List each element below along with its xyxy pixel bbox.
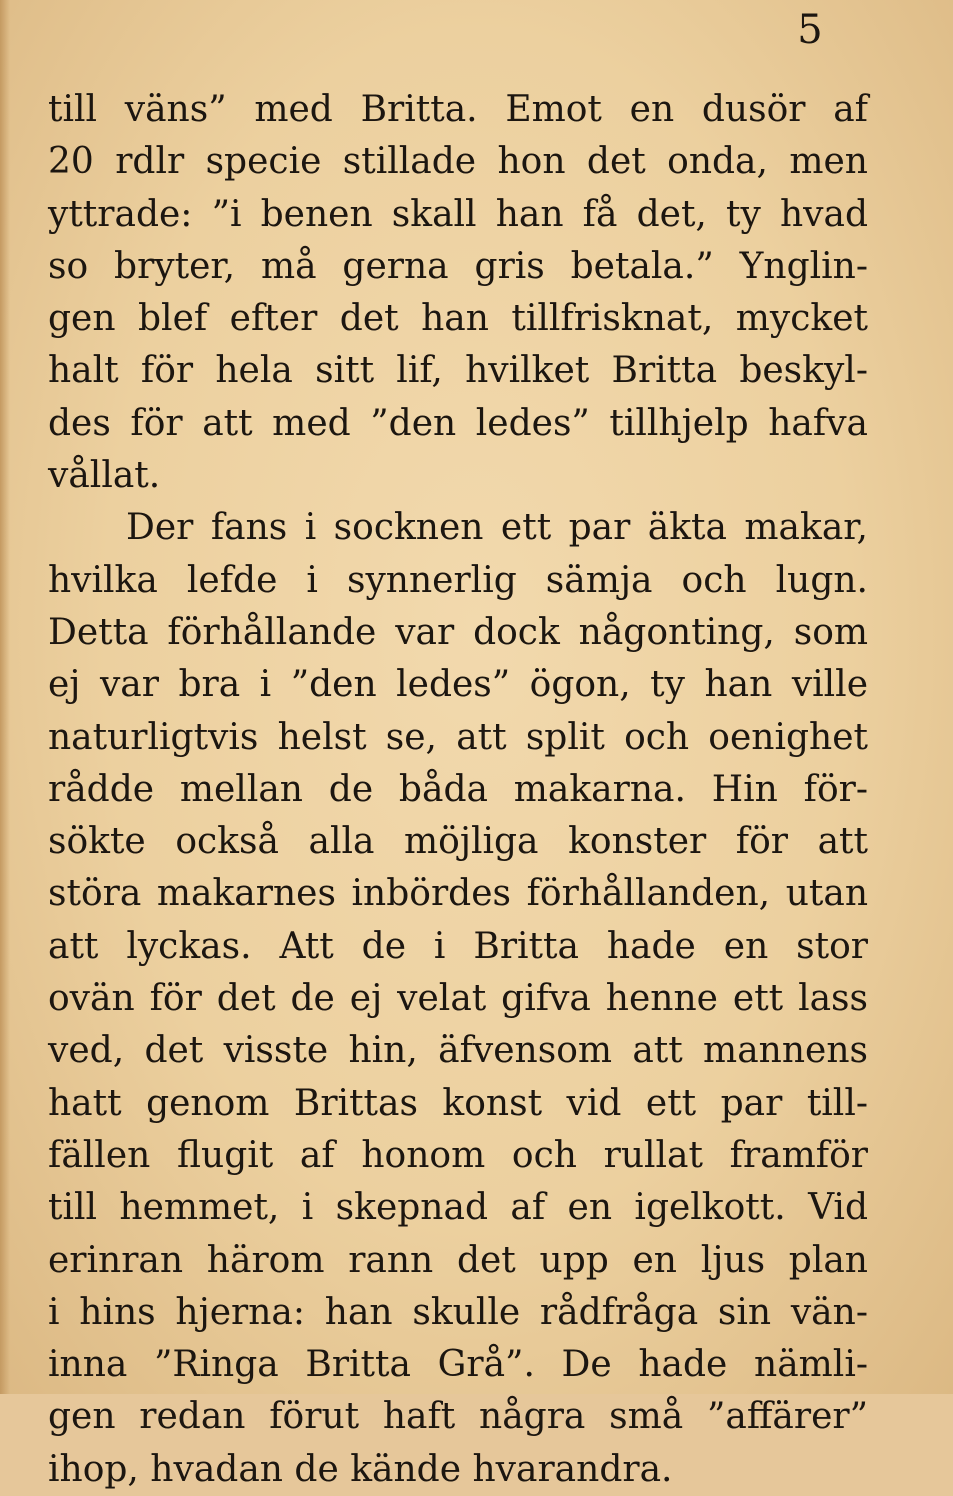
text-line: Detta förhållande var dock någonting, som xyxy=(48,611,868,653)
text-line-paragraph-start: Der fans i socknen ett par äkta makar, xyxy=(126,507,868,549)
text-line: gen blef efter det han tillfrisknat, mycket xyxy=(48,298,868,340)
text-line: ej var bra i ”den ledes” ögon, ty han ville xyxy=(48,664,868,706)
page-edge-shadow xyxy=(0,0,10,1394)
text-line: halt för hela sitt lif, hvilket Britta beskyl- xyxy=(48,350,868,392)
text-line: des för att med ”den ledes” tillhjelp hafva xyxy=(48,402,868,444)
text-line: rådde mellan de båda makarna. Hin för- xyxy=(48,768,868,810)
text-line: i hins hjerna: han skulle rådfråga sin vän- xyxy=(48,1291,868,1333)
body-text xyxy=(48,84,868,1496)
text-line: erinran härom rann det upp en ljus plan xyxy=(48,1239,868,1281)
text-line: fällen flugit af honom och rullat framför xyxy=(48,1134,868,1176)
text-line: störa makarnes inbördes förhållanden, utan xyxy=(48,873,868,915)
text-line: naturligtvis helst se, att split och oenighet xyxy=(48,716,868,758)
text-line: hatt genom Brittas konst vid ett par till- xyxy=(48,1082,868,1124)
text-line: gen redan förut haft några små ”affärer” xyxy=(48,1396,868,1438)
text-line: inna ”Ringa Britta Grå”. De hade nämli- xyxy=(48,1344,868,1386)
text-line: yttrade: ”i benen skall han få det, ty hvad xyxy=(48,193,868,235)
text-line-paragraph-end: ihop, hvadan de kände hvarandra. xyxy=(48,1448,673,1490)
page-number: 5 xyxy=(797,7,823,53)
text-line: 20 rdlr specie stillade hon det onda, men xyxy=(48,141,868,183)
text-line: sökte också alla möjliga konster för att xyxy=(48,821,868,863)
text-line-paragraph-end: vållat. xyxy=(48,455,161,497)
text-line: so bryter, må gerna gris betala.” Ynglin- xyxy=(48,245,868,287)
text-line: till hemmet, i skepnad af en igelkott. Vid xyxy=(48,1187,868,1229)
text-line: till väns” med Britta. Emot en dusör af xyxy=(48,89,868,130)
text-line: att lyckas. Att de i Britta hade en stor xyxy=(48,925,868,967)
text-line: ovän för det de ej velat gifva henne ett lass xyxy=(48,978,868,1020)
text-line: hvilka lefde i synnerlig sämja och lugn. xyxy=(48,559,868,601)
text-line: ved, det visste hin, äfvensom att mannens xyxy=(48,1030,868,1072)
